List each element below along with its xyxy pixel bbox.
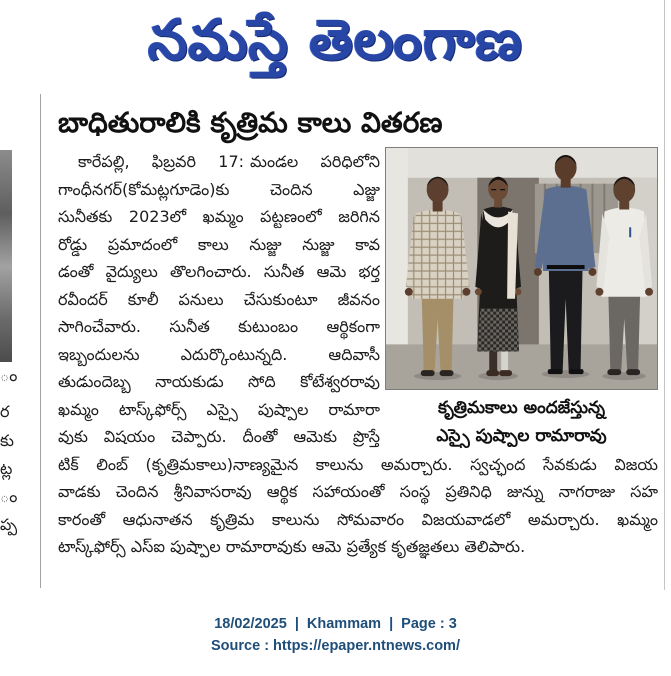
article-line: సునీతకు 2023లో ఖమ్మం పట్టణంలో జరిగిన: [58, 207, 380, 226]
adjacent-column-fragment: [0, 0, 38, 590]
article-line: ఖమ్మం టాస్క్‌ఫోర్స్ ఎస్సై పుష్పాల రామారా: [58, 399, 380, 419]
article-photo: [385, 147, 658, 390]
separator: |: [389, 616, 394, 632]
photo-caption-line: ఎస్సై పుష్పాల రామారావు: [436, 425, 607, 446]
article-line: వాడకు చెందిన శ్రీనివాసరావు ఆర్థిక సహాయంతో సంస్థ ప్రతినిధి జున్ను నాగరాజు సహ: [58, 482, 658, 501]
edition-name: Khammam: [306, 616, 382, 632]
separator: |: [294, 616, 299, 632]
newspaper-logo: నమస్తే తెలంగాణ: [148, 8, 523, 73]
article-line: కారంతో ఆధునాతన కృత్రిమ కాలును సోమవారం విజయవాడలో అమర్చారు. ఖమ్మం: [58, 509, 658, 529]
photo-caption: [385, 395, 658, 450]
photo-caption-line: కృత్రిమకాలు అందజేస్తున్న: [438, 398, 605, 418]
article-line: తుడుందెబ్బ నాయకుడు సోది కోటేశ్వరరావు: [58, 372, 380, 391]
dateline: కారేపల్లి, ఫిబ్రవరి 17:: [78, 152, 245, 171]
article-line-text: మండల పరిధిలోని: [250, 152, 380, 171]
adjacent-text-fragment: ం: [0, 366, 18, 385]
edition-date: 18/02/2025: [214, 616, 287, 632]
adjacent-text-fragment: ట్ల: [0, 459, 13, 478]
edition-info: [0, 613, 671, 635]
source-line: [0, 635, 671, 657]
article-line: వుకు విషయం చెప్పారు. దీంతో ఆమెకు ప్రొస్తే: [58, 427, 380, 446]
column-divider: [40, 94, 41, 588]
adjacent-text-fragment: ం: [0, 487, 18, 506]
article-line: గాంధీనగర్(కోమట్లగూడెం)కు చెందిన ఎజ్జు: [58, 179, 380, 199]
adjacent-text-fragment: ర: [0, 402, 10, 421]
article-line: రవీందర్ కూలీ పనులు చేసుకుంటూ జీవనం: [58, 289, 380, 309]
source-link: Source : https://epaper.ntnews.com/: [211, 638, 460, 654]
adjacent-photo-fragment: [0, 150, 12, 362]
clipping-footer: [0, 613, 671, 657]
article-line: [58, 148, 380, 176]
article-line: ఇబ్బందులను ఎదుర్కొంటున్నది. ఆదివాసీ: [58, 344, 380, 364]
adjacent-text-fragment: కు: [0, 431, 14, 450]
clipping-right-border: [664, 0, 665, 590]
article-line: డంతో వైద్యులు తొలగించారు. సునీత ఆమె భర్త: [58, 262, 380, 281]
page-number: Page : 3: [401, 616, 457, 632]
article-line: రోడ్డు ప్రమాదంలో కాలు నుజ్జు నుజ్జు కావ: [58, 234, 380, 254]
article-line: టాస్క్‌ఫోర్స్ ఎస్ఐ పుష్పాల రామారావుకు ఆమె ప్రత్యేక కృతజ్ఞతలు తెలిపారు.: [58, 537, 526, 556]
article-headline: బాధితురాలికి కృత్రిమ కాలు వితరణ: [58, 106, 443, 139]
adjacent-text-fragment: ప్ప: [0, 515, 18, 534]
article-line: టిక్ లింబ్ (కృత్రిమకాలు)నాణ్యమైన కాలును అమర్చారు. స్వచ్ఛంద సేవకుడు విజయ: [58, 454, 658, 474]
masthead: [0, 0, 671, 84]
article-line: సాగించేవారు. సునీత కుటుంబం ఆర్థికంగా: [58, 317, 380, 336]
article-photo-image: [386, 148, 657, 389]
